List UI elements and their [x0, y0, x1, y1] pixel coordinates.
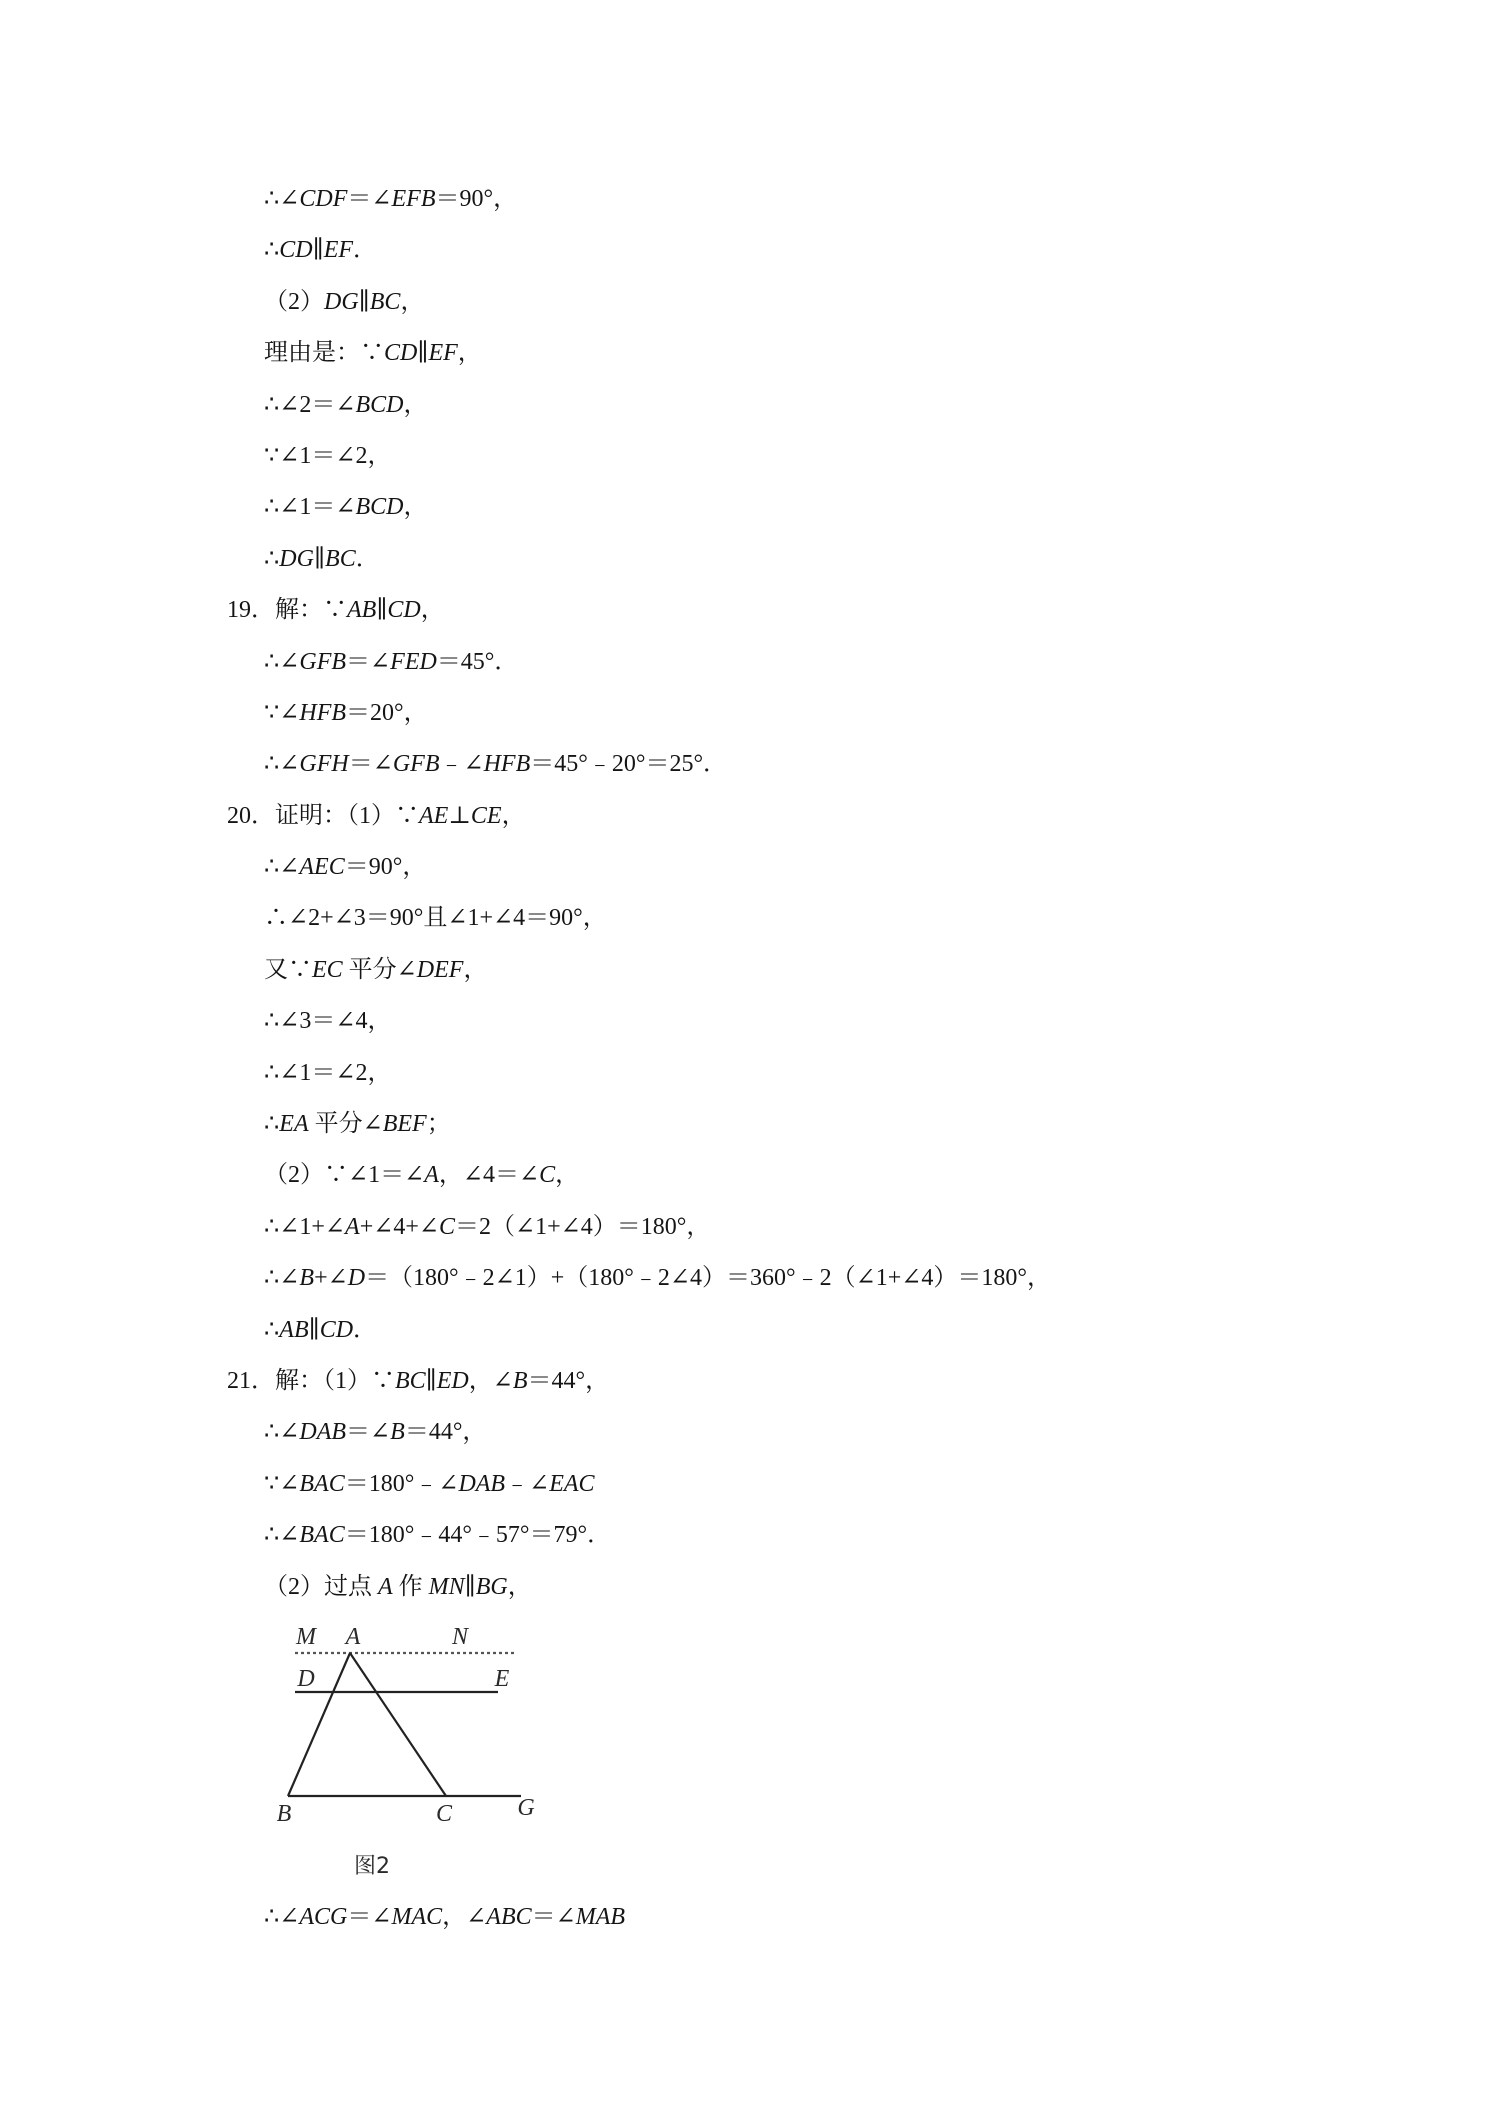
solution-line: ∴∠AEC＝90°，	[264, 854, 427, 881]
math-variable: CD	[387, 597, 421, 624]
label-m: M	[296, 1624, 316, 1650]
math-variable: CDF	[299, 186, 348, 212]
math-variable: AB	[347, 597, 377, 624]
solution-line: （2）过点 A 作 MN∥BG，	[264, 1573, 532, 1600]
math-variable: C	[439, 1213, 456, 1240]
math-variable: B	[512, 1367, 528, 1394]
math-variable: BAC	[299, 1522, 345, 1549]
solution-line: ∴∠BAC＝180°﹣44°﹣57°＝79°．	[264, 1522, 612, 1549]
math-variable: MN	[428, 1573, 465, 1600]
math-variable: DAB	[299, 1419, 347, 1446]
math-variable: CD	[319, 1316, 354, 1343]
math-variable: AE	[419, 802, 449, 829]
math-variable: BC	[369, 288, 401, 315]
solution-line: ∴CD∥EF．	[264, 237, 378, 264]
solution-line: ∴∠DAB＝∠B＝44°，	[264, 1419, 487, 1446]
math-variable: DAB	[458, 1470, 506, 1497]
math-variable: DEF	[416, 956, 464, 983]
math-variable: A	[345, 1213, 360, 1240]
solution-line: ∵∠BAC＝180°﹣∠DAB﹣∠EAC	[264, 1470, 595, 1497]
math-variable: HFB	[299, 699, 347, 726]
solution-line: ∵∠HFB＝20°，	[264, 699, 428, 726]
math-variable: EAC	[549, 1470, 595, 1497]
solution-line: ∴∠CDF＝∠EFB＝90°，	[264, 186, 518, 212]
math-variable: CD	[384, 340, 418, 367]
label-g: G	[517, 1795, 535, 1821]
solution-line: ∴∠2＝∠BCD，	[264, 391, 428, 418]
label-a: A	[345, 1624, 361, 1650]
problem-19-heading: 19．解：∵AB∥CD，	[227, 597, 445, 624]
solution-line: 又∵EC 平分∠DEF，	[264, 956, 488, 983]
solution-line: ∴∠ACG＝∠MAC，∠ABC＝∠MAB	[264, 1904, 626, 1930]
math-variable: DG	[324, 288, 359, 315]
problem-21-heading: 21．解：（1）∵BC∥ED，∠B＝44°，	[227, 1367, 610, 1394]
solution-line: ∴∠GFH＝∠GFB﹣∠HFB＝45°﹣20°＝25°．	[264, 751, 728, 778]
solution-line: ∴∠1＝∠BCD，	[264, 494, 428, 521]
label-n: N	[451, 1624, 469, 1650]
solution-text	[0, 174, 1488, 1613]
math-variable: D	[347, 1265, 366, 1292]
solution-line: ∴∠GFB＝∠FED＝45°．	[264, 648, 519, 675]
solution-line: ∴EA 平分∠BEF；	[264, 1111, 451, 1138]
math-variable: BEF	[382, 1111, 427, 1138]
solution-line: ∴∠2+∠3＝90°且∠1+∠4＝90°，	[264, 905, 607, 932]
solution-line: （2）∵∠1＝∠A，∠4＝∠C，	[264, 1162, 580, 1189]
label-e: E	[494, 1666, 510, 1692]
math-variable: BC	[325, 545, 356, 572]
solution-line: ∴∠1＝∠2，	[264, 1059, 392, 1086]
math-variable: AEC	[299, 854, 345, 881]
math-variable: C	[539, 1162, 556, 1189]
segment-ac	[350, 1653, 446, 1796]
math-variable: ED	[436, 1367, 469, 1394]
math-variable: AB	[279, 1316, 309, 1343]
math-variable: MAC	[391, 1904, 443, 1930]
math-variable: MAB	[575, 1904, 626, 1930]
math-variable: FED	[390, 648, 437, 675]
math-variable: CD	[279, 237, 313, 264]
math-variable: BCD	[355, 494, 404, 521]
math-variable: EF	[323, 237, 354, 264]
solution-line: ∴∠1+∠A+∠4+∠C＝2（∠1+∠4）＝180°，	[264, 1213, 711, 1240]
math-variable: GFH	[299, 751, 349, 778]
math-variable: GFB	[299, 648, 347, 675]
math-variable: BCD	[355, 391, 404, 418]
geometry-figure	[270, 1610, 550, 1840]
math-variable: ACG	[299, 1904, 348, 1930]
math-variable: CE	[470, 802, 502, 829]
solution-line: ∴AB∥CD．	[264, 1316, 378, 1343]
math-variable: EFB	[391, 186, 436, 212]
solution-line: ∴DG∥BC．	[264, 545, 380, 572]
math-variable: HFB	[483, 751, 531, 778]
math-variable: DG	[279, 545, 314, 572]
figure-caption: 图2	[354, 1854, 390, 1879]
solution-line: ∴∠3＝∠4，	[264, 1008, 392, 1035]
math-variable: BAC	[299, 1470, 345, 1497]
problem-20-heading: 20．证明：（1）∵AE⊥CE，	[227, 802, 526, 829]
solution-line: 理由是：∵CD∥EF，	[264, 340, 482, 367]
math-variable: GFB	[392, 751, 440, 778]
label-d: D	[297, 1666, 315, 1692]
math-variable: B	[390, 1419, 405, 1446]
solution-line: ∵∠1＝∠2，	[264, 442, 392, 469]
label-b: B	[276, 1801, 292, 1827]
math-variable: EA	[279, 1111, 309, 1138]
label-c: C	[435, 1801, 453, 1827]
math-variable: ABC	[486, 1904, 532, 1930]
solution-line: ∴∠B+∠D＝（180°﹣2∠1）+（180°﹣2∠4）＝360°﹣2（∠1+∠4）＝180°，	[264, 1265, 1051, 1292]
math-variable: BC	[395, 1367, 426, 1394]
solution-line: （2）DG∥BC，	[264, 288, 425, 315]
math-variable: EF	[428, 340, 458, 367]
math-variable: B	[299, 1265, 315, 1292]
math-variable: EC	[312, 956, 343, 983]
math-variable: BG	[475, 1573, 508, 1600]
math-variable: A	[378, 1573, 393, 1600]
math-variable: A	[424, 1162, 439, 1189]
